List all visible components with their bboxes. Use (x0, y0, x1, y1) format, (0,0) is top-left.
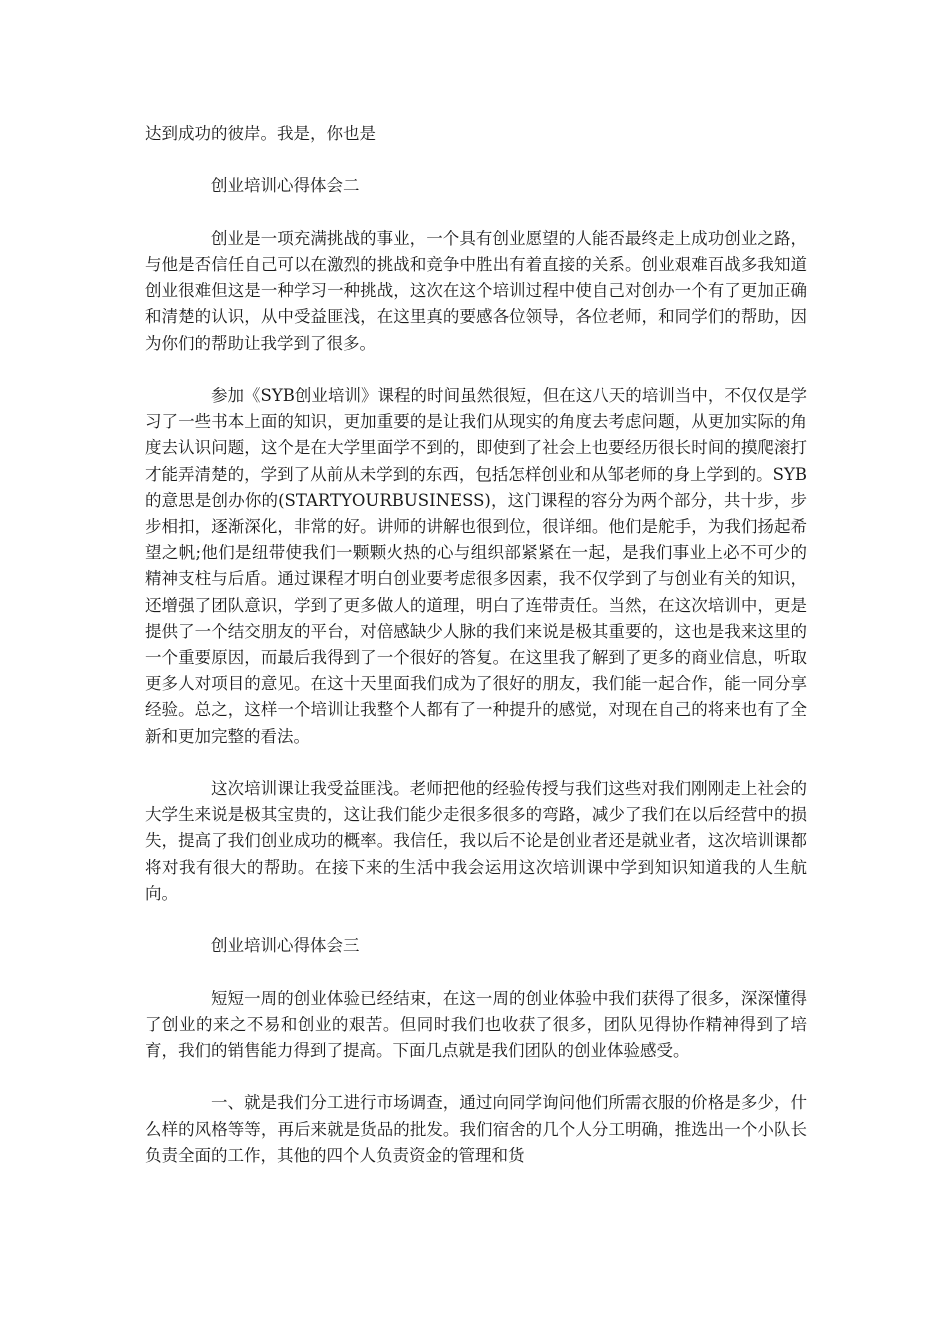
document-body (145, 121, 807, 1169)
paragraph: 创业是一项充满挑战的事业，一个具有创业愿望的人能否最终走上成功创业之路，与他是否信任自己可以在激烈的挑战和竞争中胜出有着直接的关系。创业艰难百战多我知道创业很难但这是一种学习一种挑战，这次在这个培训过程中使自己对创办一个有了更加正确和清楚的认识，从中受益匪浅，在这里真的要感各位领导，各位老师，和同学们的帮助，因为你们的帮助让我学到了很多。 (145, 228, 807, 353)
paragraph-gap (145, 959, 807, 985)
paragraph: 一、就是我们分工进行市场调查，通过向同学询问他们所需衣服的价格是多少，什么样的风格等等，再后来就是货品的批发。我们宿舍的几个人分工明确，推选出一个小队长负责全面的工作，其他的四个人负责资金的管理和货 (145, 1093, 807, 1165)
paragraph: 参加《SYB创业培训》课程的时间虽然很短，但在这八天的培训当中，不仅仅是学习了一些书本上面的知识，更加重要的是让我们从现实的角度去考虑问题，从更加实际的角度去认识问题，这个是在大学里面学不到的，即使到了社会上也要经历很长时间的摸爬滚打才能弄清楚的，学到了从前从未学到的东西，包括怎样创业和从邹老师的身上学到的。SYB的意思是创办你的(STARTYOURBUSINESS)，这门课程的容分为两个部分，共十步，步步相扣，逐渐深化，非常的好。讲师的讲解也很到位，很详细。他们是舵手，为我们扬起希望之帆;他们是纽带使我们一颗颗火热的心与组织部紧紧在一起，是我们事业上必不可少的精神支柱与后盾。通过课程才明白创业要考虑很多因素，我不仅学到了与创业有关的知识，还增强了团队意识，学到了更多做人的道理，明白了连带责任。当然，在这次培训中，更是提供了一个结交朋友的平台，对倍感缺少人脉的我们来说是极其重要的，这也是我来这里的一个重要原因，而最后我得到了一个很好的答复。在这里我了解到了更多的商业信息，听取更多人对项目的意见。在这十天里面我们成为了很好的朋友，我们能一起合作，能一同分享经验。总之，这样一个培训让我整个人都有了一种提升的感觉，对现在自己的将来也有了全新和更加完整的看法。 (145, 385, 807, 746)
paragraph-gap (145, 907, 807, 933)
paragraph: 短短一周的创业体验已经结束，在这一周的创业体验中我们获得了很多，深深懂得了创业的来之不易和创业的艰苦。但同时我们也收获了很多，团队见得协作精神得到了培育，我们的销售能力得到了提高。下面几点就是我们团队的创业体验感受。 (145, 988, 807, 1061)
paragraph: 这次培训课让我受益匪浅。老师把他的经验传授与我们这些对我们刚刚走上社会的大学生来说是极其宝贵的，这让我们能少走很多很多的弯路，减少了我们在以后经营中的损失，提高了我们创业成功的概率。我信任，我以后不论是创业者还是就业者，这次培训课都将对我有很大的帮助。在接下来的生活中我会运用这次培训课中学到知识知道我的人生航向。 (145, 779, 807, 903)
paragraph-gap (145, 147, 807, 173)
paragraph-gap (145, 1064, 807, 1090)
section-heading: 创业培训心得体会二 (211, 176, 360, 196)
paragraph-continued: 达到成功的彼岸。我是，你也是 (145, 124, 376, 143)
paragraph-gap (145, 750, 807, 776)
paragraph-gap (145, 200, 807, 226)
paragraph-gap (145, 357, 807, 383)
section-heading: 创业培训心得体会三 (211, 936, 360, 956)
